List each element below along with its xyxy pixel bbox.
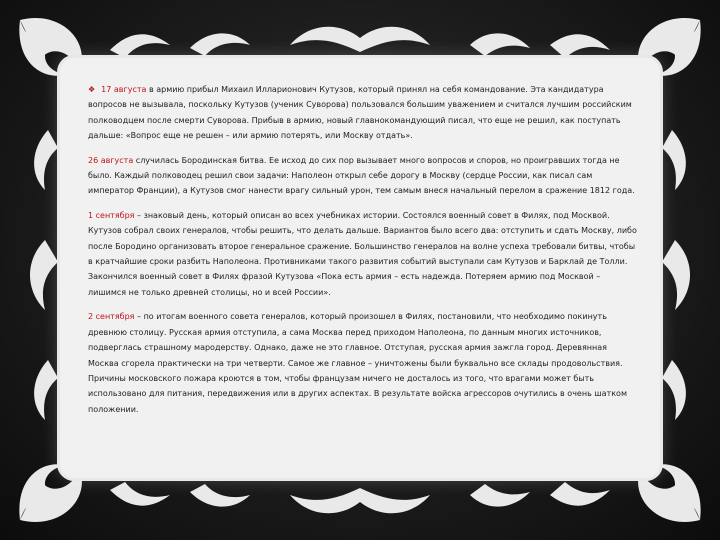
paragraph-text: – по итогам военного совета генералов, который произошел в Филях, постановили, что необходимо покинуть древнюю столицу. Русская армия отступила, а сама Москва перед приходом Наполеона, по данным многих источников, подверглась страшному мародерству. Однако, даже не это главное. Отступая, русская армия зажгла город. Деревянная Москва сгорела практически на три четверти. Самое же главное – уничтожены были буквально все склады продовольствия. Причины московского пожара кроются в том, чтобы французам ничего не досталось из того, что врагами может быть использовано для питания, передвижения или в других аспектах. В результате войска агрессоров очутились в очень шатком положении.	[88, 312, 627, 414]
paragraph-aug-17	[88, 82, 638, 144]
slide-content	[88, 82, 638, 426]
left-edge-ornament	[30, 130, 58, 420]
top-edge-ornament	[110, 27, 610, 58]
paragraph-text: случилась Бородинская битва. Ее исход до сих пор вызывает много вопросов и споров, но проигравших тогда не было. Каждый полководец решил свои задачи: Наполеон открыл себе дорогу в Москву (сердце России, как писал сам император Франции), а Кутузов смог нанести врагу сильный урон, тем самым внеся начальный перелом в сражение 1812 года.	[88, 155, 635, 196]
paragraph-text: в армию прибыл Михаил Илларионович Кутузов, который принял на себя командование. Эта кандидатура вопросов не вызывала, поскольку Кутузов (ученик Суворова) пользовался большим уважением и считался лучшим российским полководцем после смерти Суворова. Прибыв в армию, новый главнокомандующий писал, что еще не решил, как поступать дальше: «Вопрос еще не решен – или армию потерять, или Москву отдать».	[88, 85, 632, 141]
date-label: 1 сентября	[88, 210, 135, 220]
diamond-bullet-icon: ❖	[88, 85, 96, 94]
date-label: 2 сентября	[88, 312, 135, 322]
right-edge-ornament	[662, 130, 690, 420]
bottom-edge-ornament	[110, 482, 610, 513]
paragraph-sep-2	[88, 309, 638, 417]
paragraph-text: – знаковый день, который описан во всех учебниках истории. Состоялся военный совет в Филях, под Москвой. Кутузов собрал своих генералов, чтобы решить, что делать дальше. Вариантов было всего два: отступить и сдать Москву, либо после Бородино организовать второе генеральное сражение. Большинство генералов на волне успеха требовали битвы, чтобы в кратчайшие сроки разбить Наполеона. Противниками такого развития событий выступали сам Кутузов и Барклай де Толли. Закончился военный совет в Филях фразой Кутузова «Пока есть армия – есть надежда. Потеряем армию под Москвой – лишимся не только древней столицы, но и всей России».	[88, 210, 637, 297]
paragraph-sep-1	[88, 208, 638, 300]
date-label: 26 августа	[88, 155, 134, 165]
paragraph-aug-26	[88, 153, 638, 199]
date-label: 17 августа	[101, 85, 147, 94]
